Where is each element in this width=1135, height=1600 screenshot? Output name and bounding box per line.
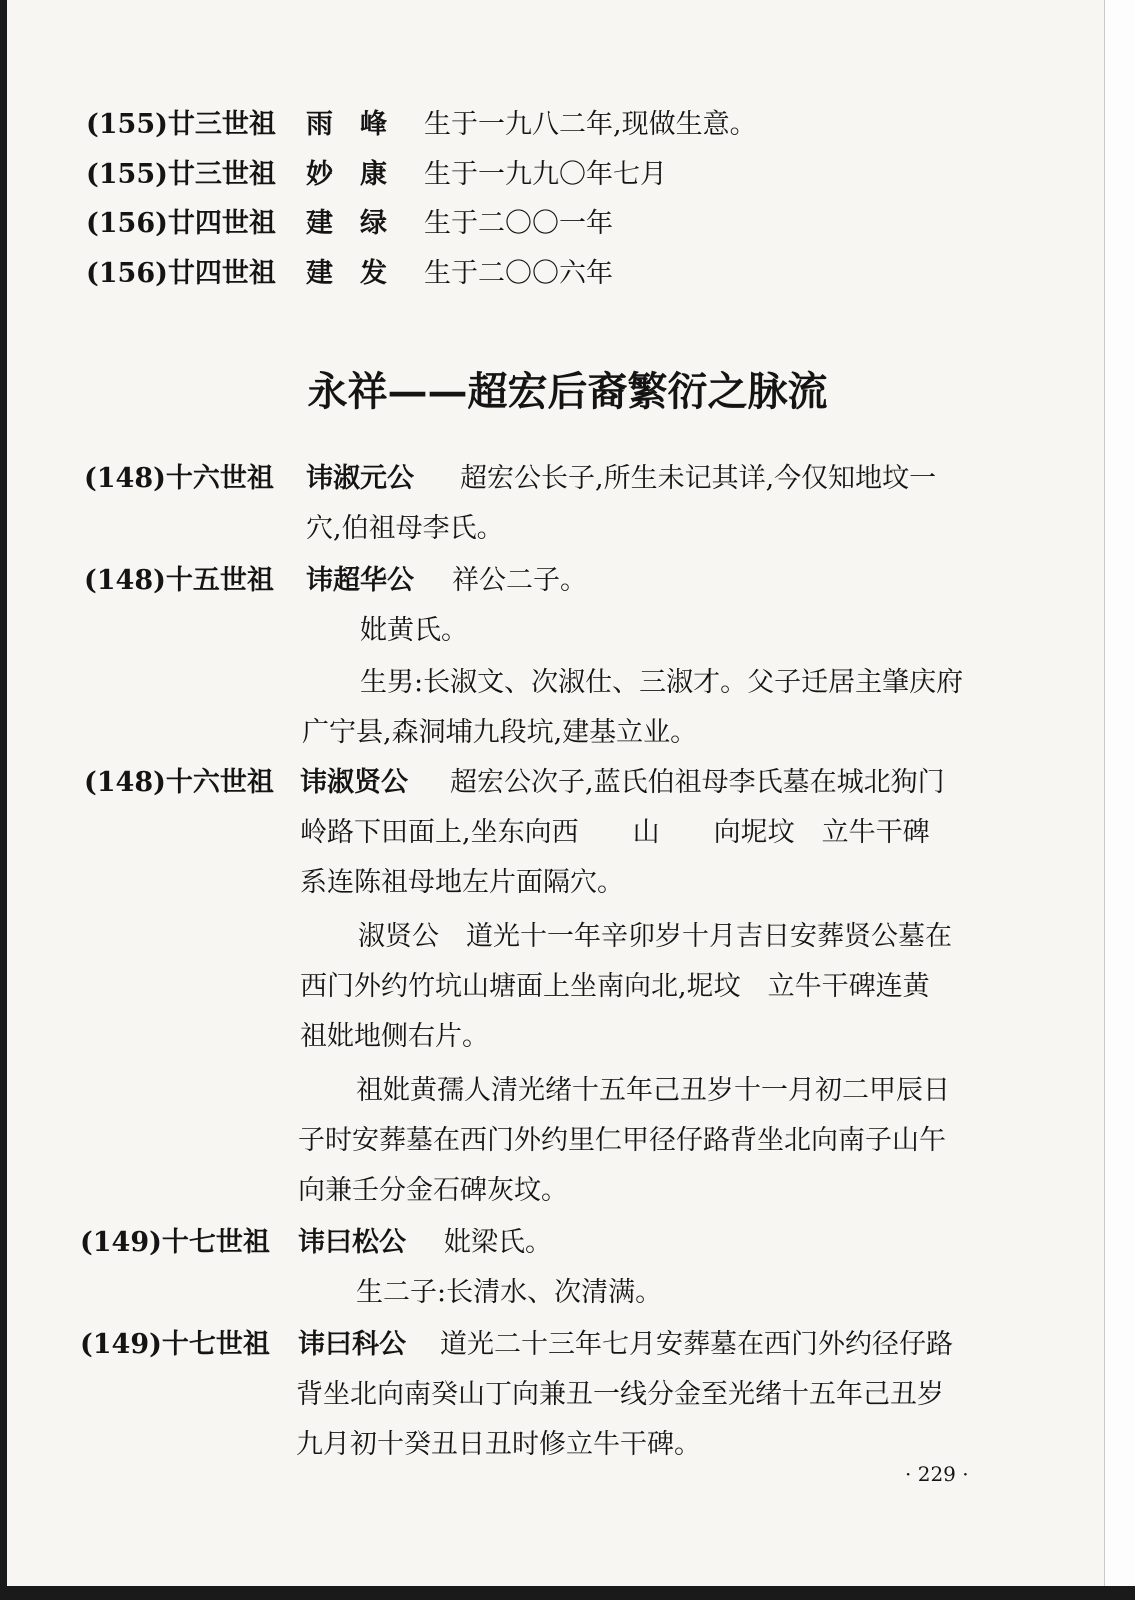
entry-generation: (148)十六世祖 <box>84 463 274 494</box>
entry-line: 妣梁氏。 <box>444 1227 552 1258</box>
entry-generation: (155)廿三世祖 <box>86 159 276 190</box>
entry-line: 超宏公次子,蓝氏伯祖母李氏墓在城北狗门 <box>450 767 945 798</box>
entry-line: 超宏公长子,所生未记其详,今仅知地坟一 <box>460 463 937 494</box>
entry-text: 生于二〇〇六年 <box>424 258 613 289</box>
scan-left-edge <box>0 0 7 1600</box>
entry-line: 祥公二子。 <box>452 565 587 596</box>
entry-line: 生男:长淑文、次淑仕、三淑才。父子迁居主肇庆府 <box>360 667 964 698</box>
entry-line: 九月初十癸丑日丑时修立牛干碑。 <box>296 1429 701 1460</box>
top-entry <box>86 158 667 192</box>
entry-generation: (156)廿四世祖 <box>86 208 276 239</box>
entry-line: 西门外约竹坑山塘面上坐南向北,坭坟 立牛干碑连黄 <box>300 971 930 1002</box>
entry-row <box>84 766 945 800</box>
entry-line: 背坐北向南癸山丁向兼丑一线分金至光绪十五年己丑岁 <box>296 1379 944 1410</box>
entry-generation: (149)十七世祖 <box>80 1227 270 1258</box>
entry-row <box>84 564 587 598</box>
entry-name: 建 发 <box>306 258 387 289</box>
entry-name: 雨 峰 <box>306 109 387 140</box>
entry-line: 淑贤公 道光十一年辛卯岁十月吉日安葬贤公墓在 <box>358 921 952 952</box>
page-number: · 229 · <box>905 1462 969 1486</box>
entry-line: 妣黄氏。 <box>360 615 468 646</box>
entry-line: 道光二十三年七月安葬墓在西门外约径仔路 <box>440 1329 953 1360</box>
entry-name: 讳超华公 <box>306 565 414 596</box>
entry-generation: (155)廿三世祖 <box>86 109 276 140</box>
entry-generation: (156)廿四世祖 <box>86 258 276 289</box>
entry-row <box>80 1328 953 1362</box>
entry-line: 生二子:长清水、次清满。 <box>356 1277 663 1308</box>
entry-name: 建 绿 <box>306 208 387 239</box>
entry-generation: (148)十五世祖 <box>84 565 274 596</box>
entry-row <box>80 1226 552 1260</box>
entry-text: 生于一九八二年,现做生意。 <box>424 109 757 140</box>
entry-text: 生于一九九〇年七月 <box>424 159 667 190</box>
entry-generation: (148)十六世祖 <box>84 767 274 798</box>
entry-line: 子时安葬墓在西门外约里仁甲径仔路背坐北向南子山午 <box>298 1125 946 1156</box>
entry-generation: (149)十七世祖 <box>80 1329 270 1360</box>
top-entry <box>86 257 613 291</box>
entry-line: 广宁县,森洞埔九段坑,建基立业。 <box>302 717 698 748</box>
entry-line: 祖妣地侧右片。 <box>300 1021 489 1052</box>
section-title: 永祥——超宏后裔繁衍之脉流 <box>307 368 828 415</box>
entry-line: 向兼壬分金石碑灰坟。 <box>298 1175 568 1206</box>
entry-name: 讳曰科公 <box>298 1329 406 1360</box>
entry-name: 讳淑贤公 <box>300 767 408 798</box>
entry-row <box>84 462 936 496</box>
scan-right-edge <box>1104 0 1135 1600</box>
entry-name: 讳淑元公 <box>306 463 414 494</box>
top-entry <box>86 207 613 241</box>
scan-bottom-edge <box>0 1586 1135 1600</box>
entry-line: 祖妣黄孺人清光绪十五年己丑岁十一月初二甲辰日 <box>356 1075 950 1106</box>
entry-line: 系连陈祖母地左片面隔穴。 <box>300 867 624 898</box>
entry-text: 生于二〇〇一年 <box>424 208 613 239</box>
entry-line: 穴,伯祖母李氏。 <box>306 513 504 544</box>
top-entry <box>86 108 757 142</box>
entry-name: 讳曰松公 <box>298 1227 406 1258</box>
entry-name: 妙 康 <box>306 159 387 190</box>
entry-line: 岭路下田面上,坐东向西 山 向坭坟 立牛干碑 <box>300 817 930 848</box>
